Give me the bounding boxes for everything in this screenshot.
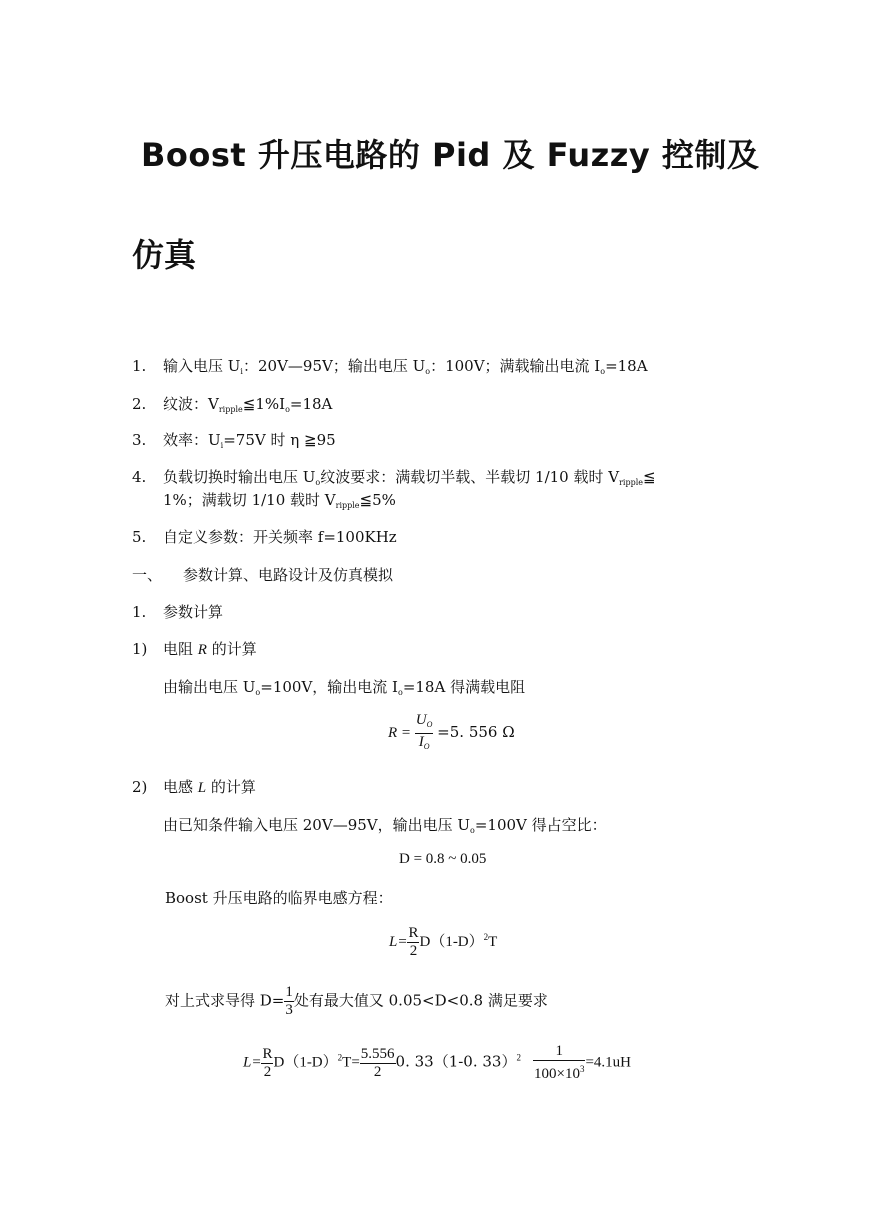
inductance-computation: L= $\frac{R}{2}$ $D(1-D)^2T=$ $\frac{5.556}{2}$ 0. 33（1-0. 33）$^2$ $\frac{1}{100\times 10^3}$ =4.1uH [243, 1043, 631, 1082]
duty-cycle-formula: D = 0.8 ~ 0.05 [399, 851, 487, 867]
document-title-line1: Boost 升压电路的 Pid 及 Fuzzy 控制及 [141, 136, 760, 174]
list-number: 1. [132, 357, 147, 375]
document-title-line2: 仿真 [132, 236, 197, 274]
list-number: 4. [132, 468, 147, 486]
critical-inductance-equation: L= $\frac{R}{2}$ $D(1-D)^2T$ [389, 925, 498, 959]
document-page: Boost 升压电路的 Pid 及 Fuzzy 控制及 仿真 1. 输入电压 $U_i$：20V—95V；输出电压 $U_o$：100V；满载输出电流 $I_o=18A$ 2. 纹波：$V_{ripple}≦1\%I_o=18A$ 3. 效率：$U_i=75V$ 时 η ≧95 4. 负载切换时输出电压 $U_o$纹波要求：满载切半载、半载切 1/10 载时 $V_{ripple}≦$ 1%；满载切 1/10 载时 $V_{ripple}≦5\%$ 5. 自定义参数：开关频率 f=100KHz 一、 参数计算、电路设计及仿真模拟 1. 参数计算 1) 电阻 R 的计算 由输出电压 $U_o=100V$，输出电流 $I_o=18A$ 得满载电阻 R = $\frac{U_O}{I_O}$ =5. 556 Ω 2) 电感 L 的计算 由已知条件输入电压 20V—95V，输出电压 $U_o=100V$ 得占空比： D = 0.8 ~ 0.05 Boost 升压电路的临界电感方程： L= $\frac{R}{2}$ $D(1-D)^2T$ 对上式求导得 D= $\frac{1}{3}$ 处有最大值又 0.05<D<0.8 满足要求 L= $\frac{R}{2}$ $D(1-D)^2T=$ $\frac{5.556}{2}$ 0. 33（1-0. 33）$^2$ $\frac{1}{100\times 10^3}$ =4.1uH [0, 0, 869, 1228]
resistance-formula: R = $\frac{U_O}{I_O}$ =5. 556 Ω [388, 712, 515, 751]
list-number: 5. [132, 528, 147, 546]
list-number: 3. [132, 431, 147, 449]
list-number: 2. [132, 395, 147, 413]
